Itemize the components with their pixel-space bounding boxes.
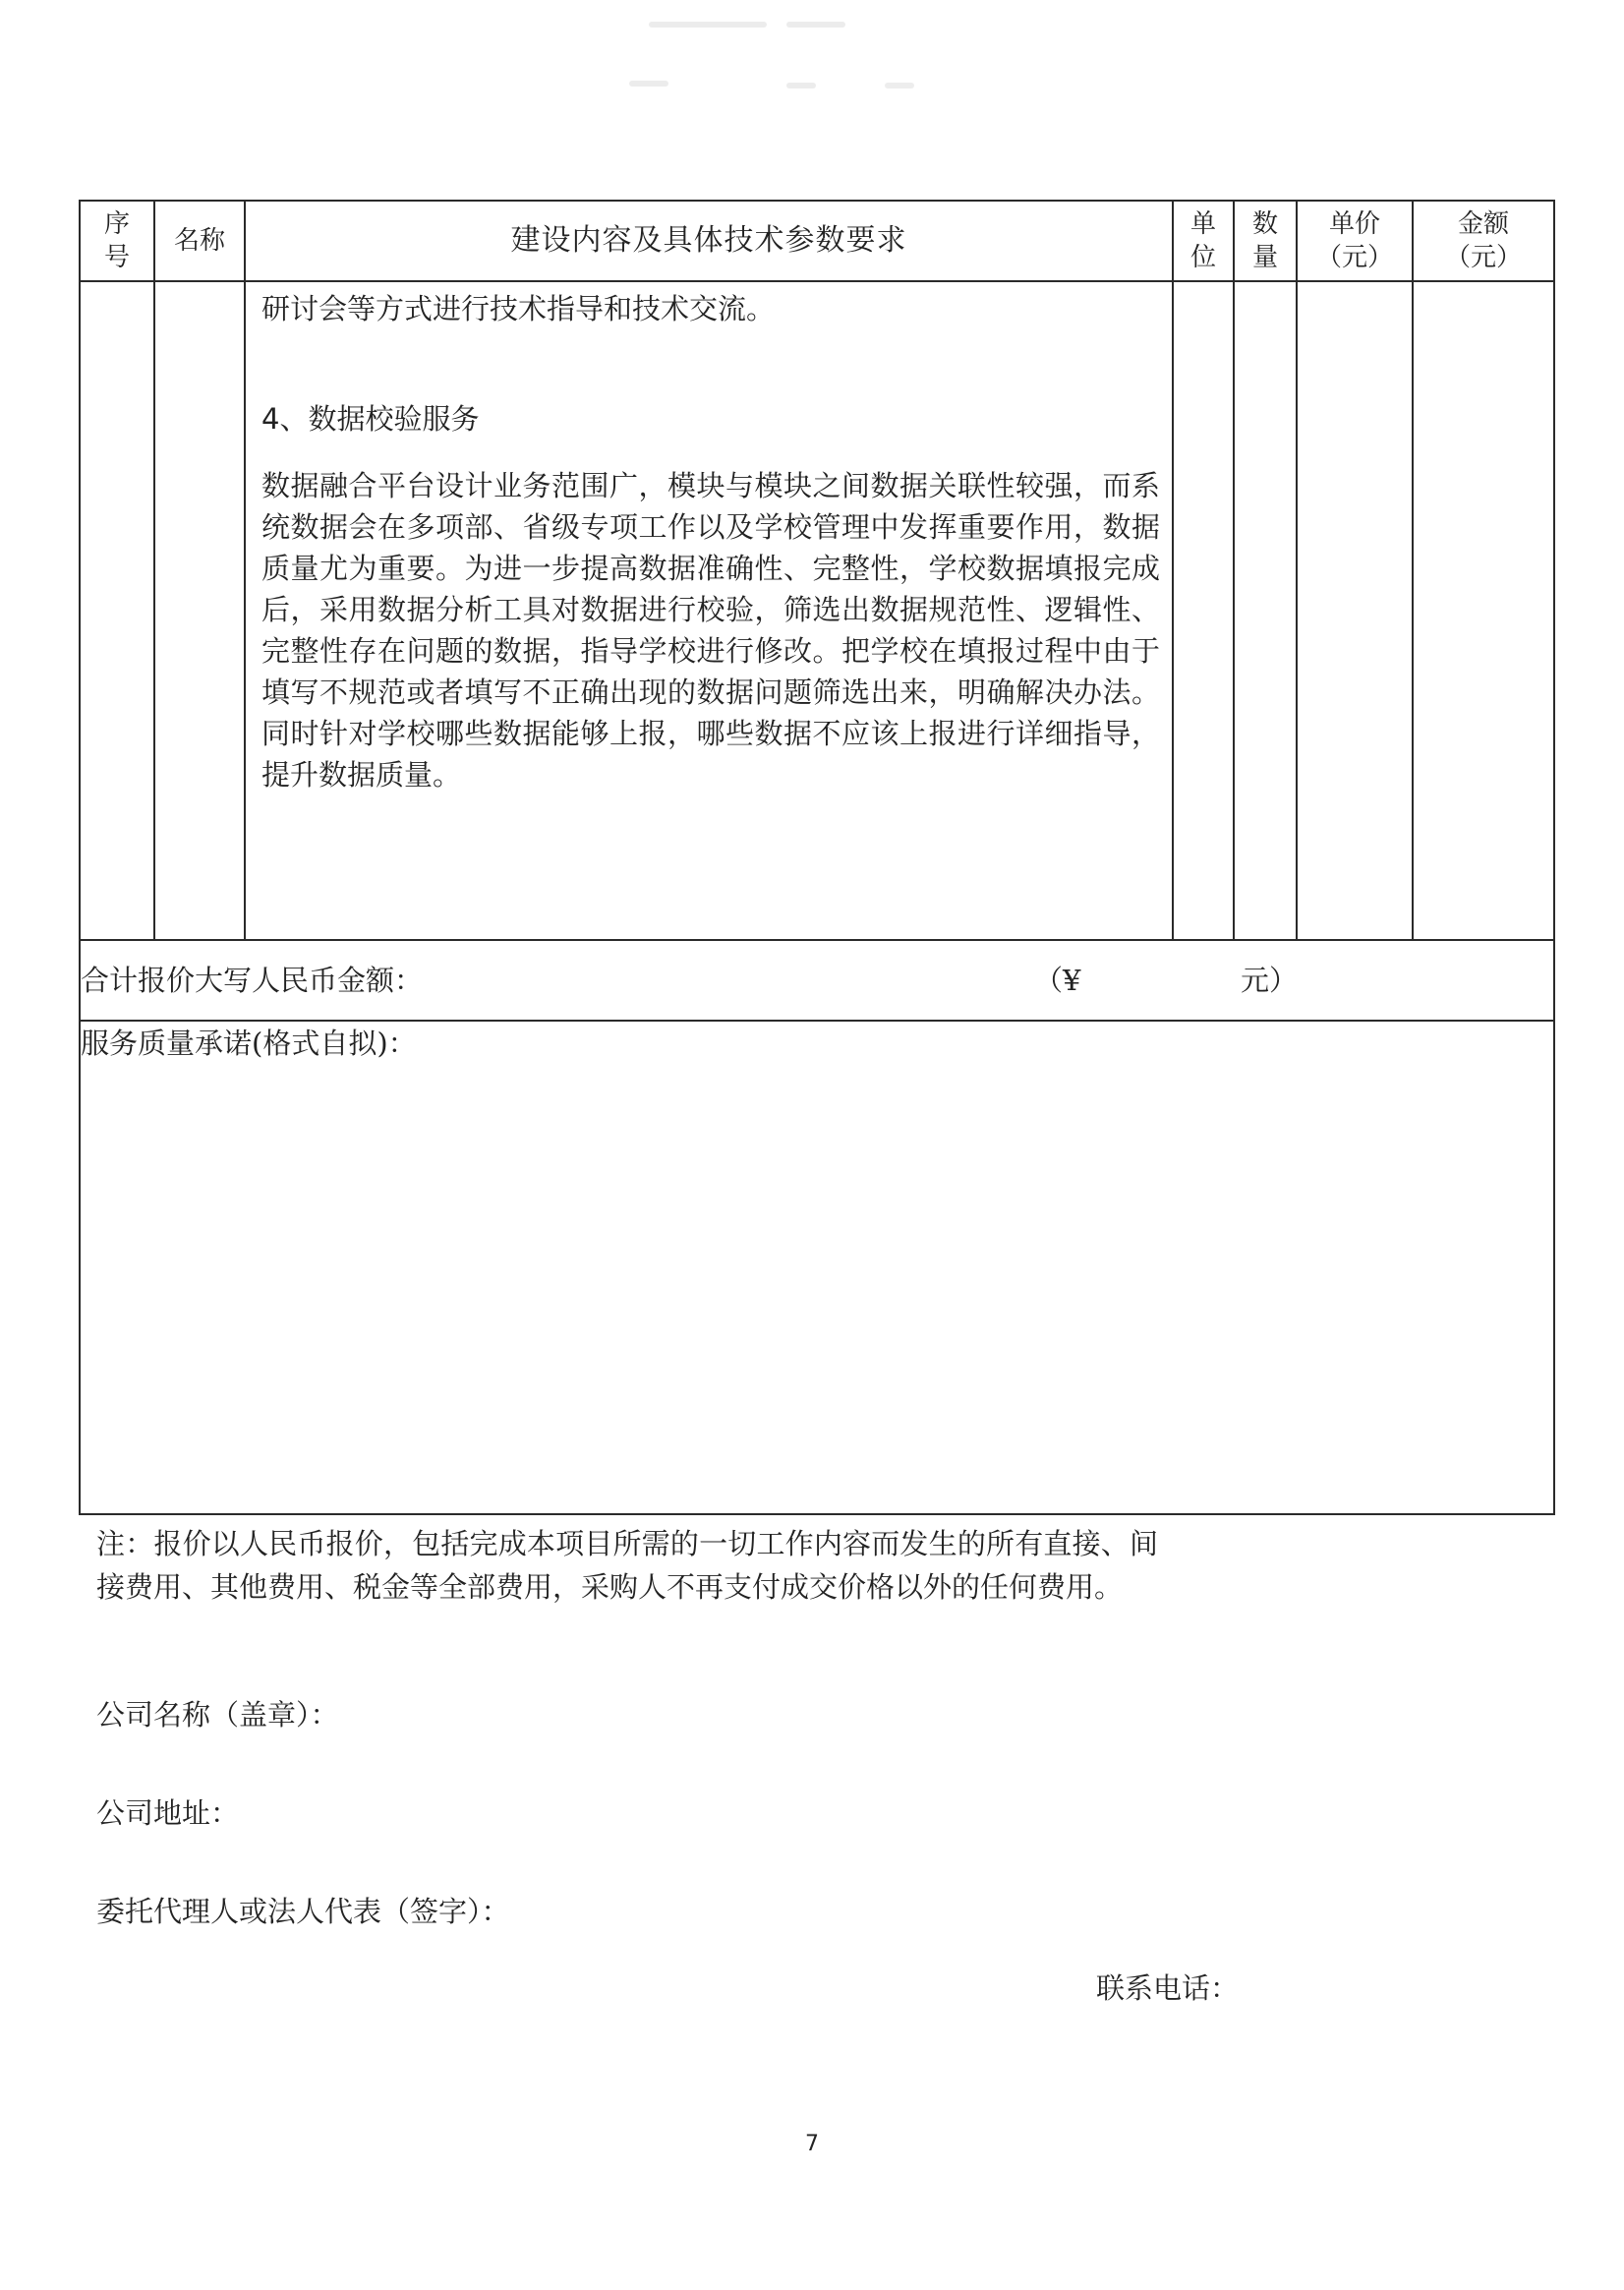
cell-qty — [1234, 281, 1297, 940]
cell-name — [154, 281, 245, 940]
phone-field: 联系电话： — [1096, 1971, 1240, 2005]
table-header-row — [80, 201, 1554, 281]
promise-label: 服务质量承诺(格式自拟)： — [81, 1027, 417, 1060]
page-number: 7 — [805, 2132, 819, 2156]
header-unit: 单 位 — [1173, 201, 1234, 281]
header-seq: 序 号 — [80, 201, 154, 281]
total-label: 合计报价大写人民币金额： — [81, 964, 424, 997]
cell-requirements — [245, 281, 1173, 940]
total-row — [80, 940, 1554, 1021]
cell-amount — [1413, 281, 1554, 940]
section-paragraph: 数据融合平台设计业务范围广，模块与模块之间数据关联性较强，而系统数据会在多项部、省级专项工作以及学校管理中发挥重要作用，数据质量尤为重要。为进一步提高数据准确性、完整性，学校数据填报完成后，采用数据分析工具对数据进行校验，筛选出数据规范性、逻辑性、完整性存在问题的数据，指导学校进行修改。把学校在填报过程中由于填写不规范或者填写不正确出现的数据问题筛选出来，明确解决办法。同时针对学校哪些数据能够上报，哪些数据不应该上报进行详细指导，提升数据质量。 — [261, 469, 1160, 792]
header-unit-price: 单价 （元） — [1297, 201, 1413, 281]
quotation-table — [79, 200, 1555, 1515]
company-name-field: 公司名称（盖章）： — [96, 1698, 339, 1732]
company-address-field: 公司地址： — [96, 1796, 240, 1830]
header-amount: 金额 （元） — [1413, 201, 1554, 281]
representative-field: 委托代理人或法人代表（签字）： — [96, 1895, 510, 1928]
total-yen: （¥ — [1034, 964, 1081, 997]
cell-unit — [1173, 281, 1234, 940]
total-yuan: 元） — [1241, 964, 1299, 997]
header-requirements: 建设内容及具体技术参数要求 — [245, 201, 1173, 281]
note-text: 注：报价以人民币报价，包括完成本项目所需的一切工作内容而发生的所有直接、间接费用、其他费用、税金等全部费用，采购人不再支付成交价格以外的任何费用。 — [96, 1527, 1158, 1604]
promise-row — [80, 1021, 1554, 1514]
section-title: 4、数据校验服务 — [261, 402, 480, 436]
table-row — [80, 281, 1554, 940]
header-qty: 数 量 — [1234, 201, 1297, 281]
scanned-header-artifact — [590, 12, 1003, 120]
continuation-text: 研讨会等方式进行技术指导和技术交流。 — [261, 292, 776, 325]
cell-unit-price — [1297, 281, 1413, 940]
header-name: 名称 — [154, 201, 245, 281]
cell-seq — [80, 281, 154, 940]
